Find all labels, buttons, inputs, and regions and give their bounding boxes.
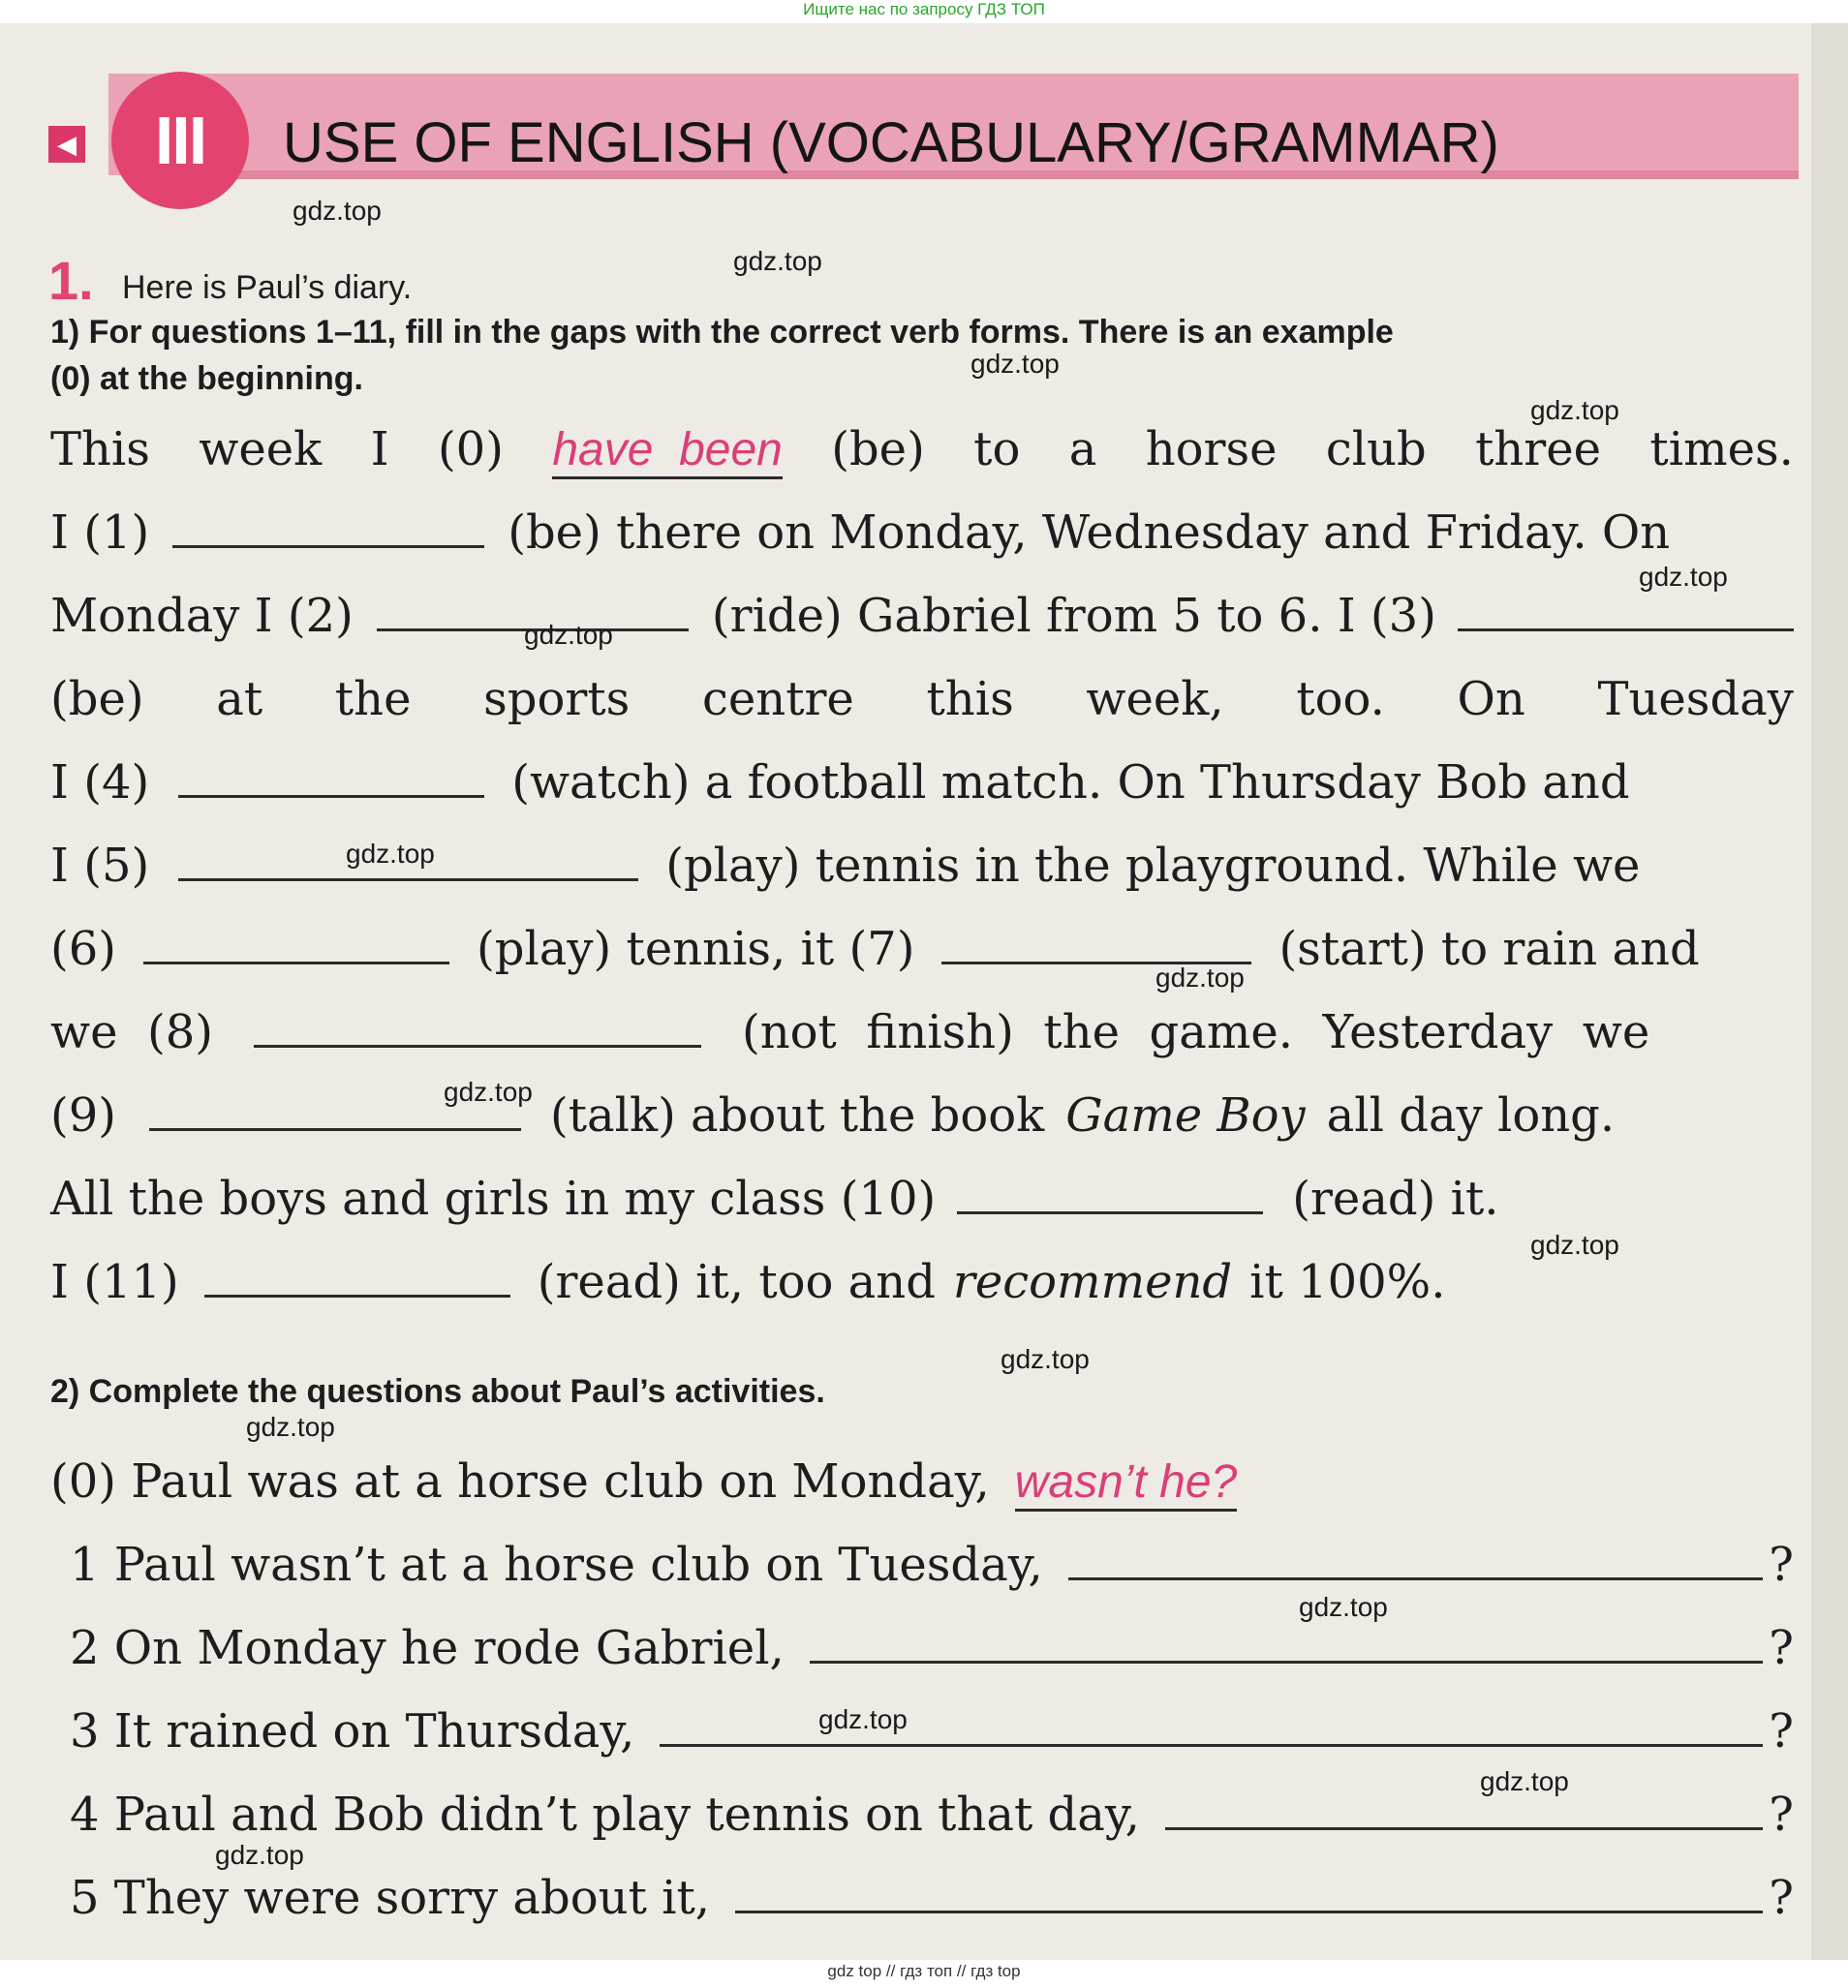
question-5: 5 They were sorry about it, ?: [70, 1871, 1794, 1925]
question-1: 1 Paul wasn’t at a horse club on Tuesday, ?: [70, 1538, 1794, 1592]
diary-line-5: I (4) (watch) a football match. On Thursday Bob and: [50, 755, 1630, 810]
example-answer-0: have been: [552, 423, 783, 479]
diary-line-4: (be) at the sports centre this week, too. On Tuesday: [50, 672, 1794, 726]
diary-line-6: I (5) (play) tennis in the playground. While we: [50, 839, 1641, 893]
question-4: 4 Paul and Bob didn’t play tennis on that day, ?: [70, 1788, 1794, 1842]
example-answer-tag: wasn’t he?: [1015, 1455, 1237, 1512]
watermark: gdz.top: [818, 1704, 908, 1734]
page-edge: [1811, 23, 1848, 1960]
gap-1[interactable]: [172, 510, 484, 548]
page-title: USE OF ENGLISH (VOCABULARY/GRAMMAR): [283, 111, 1499, 174]
answer-gap-5[interactable]: [735, 1876, 1763, 1913]
watermark: gdz.top: [293, 196, 382, 226]
watermark: gdz.top: [524, 620, 613, 650]
gap-4[interactable]: [178, 760, 484, 798]
gap-10[interactable]: [957, 1177, 1263, 1214]
diary-line-1: This week I (0) have been (be) to a horse club three times.: [50, 422, 1794, 479]
watermark: gdz.top: [1001, 1344, 1090, 1374]
answer-gap-4[interactable]: [1165, 1792, 1763, 1830]
diary-line-3: Monday I (2) (ride) Gabriel from 5 to 6. I (3): [50, 589, 1794, 643]
diary-line-2: I (1) (be) there on Monday, Wednesday and Friday. On: [50, 505, 1671, 560]
watermark: gdz.top: [1299, 1592, 1388, 1622]
speaker-icon[interactable]: ◀: [48, 126, 85, 163]
watermark: gdz.top: [215, 1840, 304, 1870]
watermark: gdz.top: [1155, 963, 1245, 993]
watermark: gdz.top: [1639, 562, 1728, 592]
watermark: gdz.top: [444, 1077, 533, 1107]
answer-gap-2[interactable]: [810, 1626, 1763, 1664]
part2-instruction: 2) Complete the questions about Paul’s activities.: [50, 1373, 825, 1410]
textbook-page: [0, 23, 1848, 1960]
question-2: 2 On Monday he rode Gabriel, ?: [70, 1621, 1794, 1675]
watermark: gdz.top: [346, 839, 435, 869]
diary-line-9: (9) (talk) about the book Game Boy all day long.: [50, 1088, 1616, 1143]
question-3: 3 It rained on Thursday, ?: [70, 1704, 1794, 1759]
gap-7[interactable]: [941, 927, 1251, 964]
diary-line-8: we (8) (not finish) the game. Yesterday we: [50, 1005, 1650, 1059]
gap-6[interactable]: [143, 927, 449, 964]
example-question: (0) Paul was at a horse club on Monday, wasn’t he?: [50, 1454, 1794, 1512]
watermark: gdz.top: [246, 1412, 335, 1442]
section-badge: III: [111, 72, 249, 209]
answer-gap-1[interactable]: [1068, 1543, 1764, 1580]
gap-11[interactable]: [204, 1260, 510, 1298]
gap-8[interactable]: [254, 1010, 701, 1048]
watermark: gdz.top: [970, 349, 1060, 379]
exercise-intro: Here is Paul’s diary.: [122, 269, 413, 306]
gap-3[interactable]: [1458, 594, 1794, 631]
diary-line-10: All the boys and girls in my class (10) (read) it.: [50, 1172, 1499, 1226]
watermark: gdz.top: [733, 246, 822, 276]
watermark: gdz.top: [1530, 395, 1619, 425]
part1-instruction-line1: 1) For questions 1–11, fill in the gaps with the correct verb forms. There is an example: [50, 314, 1394, 351]
watermark: gdz.top: [1480, 1766, 1569, 1796]
top-banner: Ищите нас по запросу ГДЗ ТОП: [803, 0, 1045, 18]
bottom-banner: gdz top // гдз топ // гдз top: [827, 1962, 1021, 1980]
diary-line-7: (6) (play) tennis, it (7) (start) to rain and: [50, 922, 1700, 976]
diary-line-11: I (11) (read) it, too and recommend it 100%.: [50, 1255, 1446, 1309]
part1-instruction-line2: (0) at the beginning.: [50, 360, 363, 397]
watermark: gdz.top: [1530, 1230, 1619, 1260]
exercise-number: 1.: [48, 250, 94, 311]
